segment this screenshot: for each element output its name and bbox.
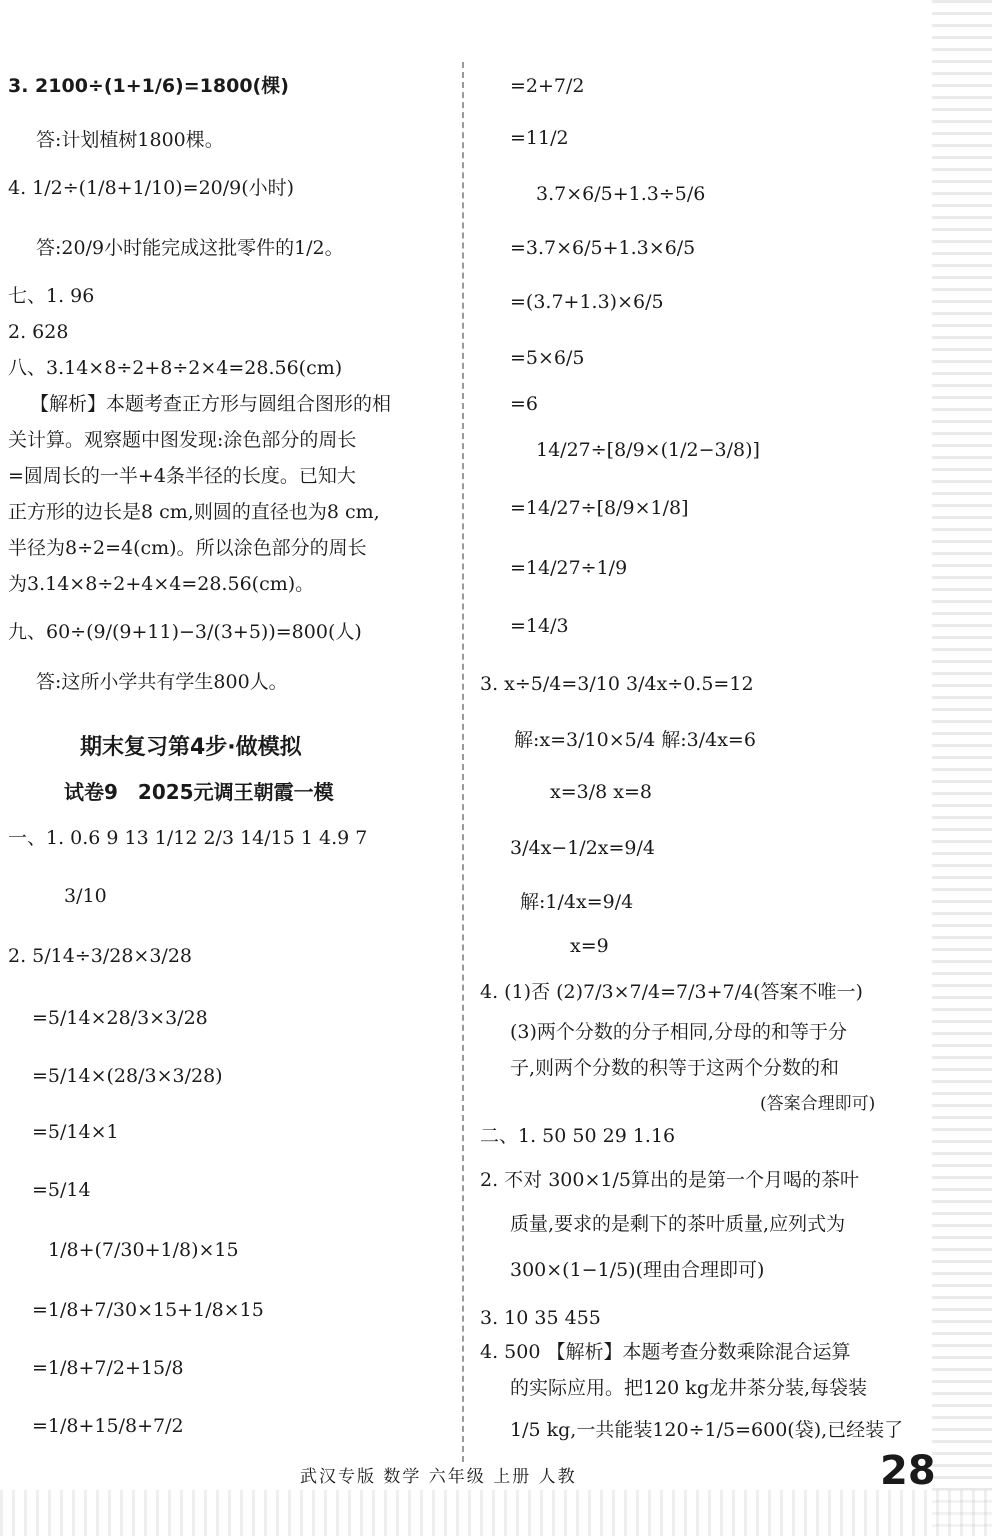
calc-line: =5/14 [32,1179,91,1201]
calc-line: =14/3 [510,615,569,637]
answer-line: (3)两个分数的分子相同,分母的和等于分 [510,1021,847,1043]
answer-line: 3/10 [64,885,107,907]
page-footer: 武汉专版 数学 六年级 上册 人教 [300,1467,577,1487]
paper-title: 试卷9 2025元调王朝霞一模 [64,780,334,804]
explanation-line: 4. 500 【解析】本题考查分数乘除混合运算 [480,1341,851,1363]
equation-line: 解:1/4x=9/4 [520,891,634,913]
calc-line: =(3.7+1.3)×6/5 [510,291,664,313]
column-divider [462,62,464,1462]
explanation-line: 正方形的边长是8 cm,则圆的直径也为8 cm, [8,501,380,523]
calc-line: =1/8+7/30×15+1/8×15 [32,1299,264,1321]
answer-line: 答:20/9小时能完成这批零件的1/2。 [36,237,344,259]
calc-line: =14/27÷[8/9×1/8] [510,497,689,519]
section-title: 期末复习第4步·做模拟 [80,735,302,760]
answer-line: 子,则两个分数的积等于这两个分数的和 [510,1057,840,1079]
equation-line: x=9 [570,935,609,957]
calc-line: =6 [510,393,539,415]
answer-line: 答:这所小学共有学生800人。 [36,671,288,693]
answer-line: 4. 1/2÷(1/8+1/10)=20/9(小时) [8,177,295,199]
calc-line: 3.7×6/5+1.3÷5/6 [536,183,706,205]
explanation-line: =圆周长的一半+4条半径的长度。已知大 [8,465,356,487]
calc-line: 14/27÷[8/9×(1/2−3/8)] [536,439,760,461]
answer-line: 2. 628 [8,321,69,343]
calc-line: 2. 5/14÷3/28×3/28 [8,945,193,967]
calc-line: 1/8+(7/30+1/8)×15 [48,1239,239,1261]
equation-line: 解:x=3/10×5/4 解:3/4x=6 [514,729,756,751]
answer-line: 二、1. 50 50 29 1.16 [480,1125,676,1147]
page-number: 28 [880,1448,936,1494]
answer-line: 300×(1−1/5)(理由合理即可) [510,1259,765,1281]
calc-line: =5/14×28/3×3/28 [32,1007,208,1029]
answer-line: 一、1. 0.6 9 13 1/12 2/3 14/15 1 4.9 7 [8,827,368,849]
calc-line: =5×6/5 [510,347,585,369]
calc-line: =5/14×1 [32,1121,119,1143]
answer-line: 2. 不对 300×1/5算出的是第一个月喝的茶叶 [480,1169,859,1191]
calc-line: =2+7/2 [510,75,585,97]
calc-line: =1/8+15/8+7/2 [32,1415,184,1437]
equation-line: x=3/8 x=8 [550,781,652,803]
equation-line: 3. x÷5/4=3/10 3/4x÷0.5=12 [480,673,754,695]
calc-line: =1/8+7/2+15/8 [32,1357,184,1379]
answer-line: 七、1. 96 [8,285,95,307]
answer-line: 4. (1)否 (2)7/3×7/4=7/3+7/4(答案不唯一) [480,981,863,1003]
decorative-wavy-border-right [932,0,992,1536]
calc-line: =3.7×6/5+1.3×6/5 [510,237,696,259]
answer-line: 质量,要求的是剩下的茶叶质量,应列式为 [510,1213,846,1235]
explanation-line: 1/5 kg,一共能装120÷1/5=600(袋),已经装了 [510,1419,904,1441]
explanation-line: 【解析】本题考查正方形与圆组合图形的相 [30,393,392,415]
decorative-wavy-border-bottom [0,1490,992,1536]
calc-line: =11/2 [510,127,569,149]
explanation-line: 关计算。观察题中图发现:涂色部分的周长 [8,429,357,451]
calc-line: =14/27÷1/9 [510,557,628,579]
explanation-line: 的实际应用。把120 kg龙井茶分装,每袋装 [510,1377,868,1399]
answer-line: 八、3.14×8÷2+8÷2×4=28.56(cm) [8,357,343,379]
answer-line: 九、60÷(9/(9+11)−3/(3+5))=800(人) [8,621,362,643]
answer-line: 答:计划植树1800棵。 [36,129,224,151]
calc-line: =5/14×(28/3×3/28) [32,1065,223,1087]
explanation-line: 半径为8÷2=4(cm)。所以涂色部分的周长 [8,537,367,559]
answer-line: 3. 2100÷(1+1/6)=1800(棵) [8,75,289,97]
answer-note: (答案合理即可) [760,1094,876,1114]
equation-line: 3/4x−1/2x=9/4 [510,837,656,859]
explanation-line: 为3.14×8÷2+4×4=28.56(cm)。 [8,573,315,595]
answer-line: 3. 10 35 455 [480,1307,601,1329]
